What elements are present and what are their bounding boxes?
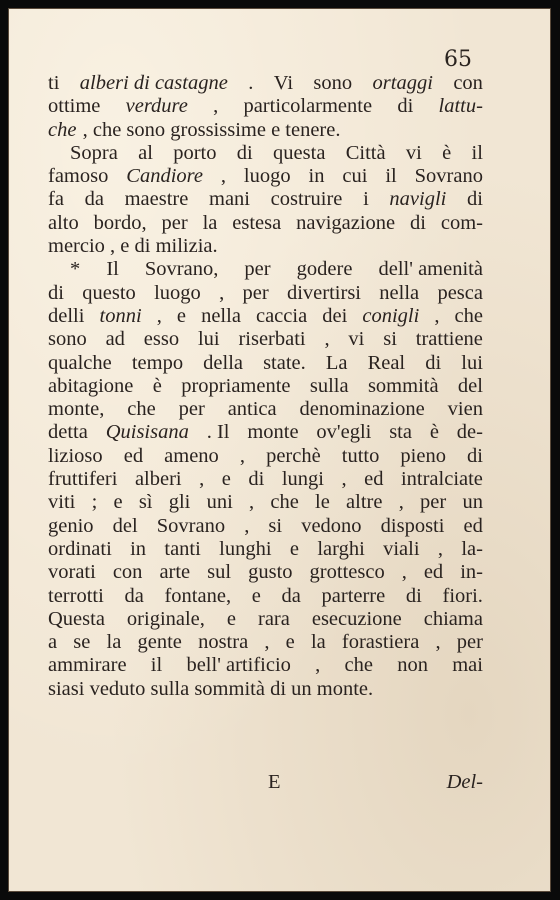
text-line	[48, 119, 483, 142]
text-line	[48, 631, 483, 654]
text-word: che	[270, 491, 299, 514]
text-word: ov'egli	[316, 421, 372, 444]
text-word: con	[453, 72, 483, 94]
text-word: ed	[364, 468, 384, 491]
text-word: Sovrano,	[144, 258, 219, 281]
text-word: ammirare	[48, 654, 127, 677]
text-line	[48, 235, 483, 258]
text-word: ,	[434, 304, 440, 327]
text-word: abitagione	[48, 374, 134, 397]
text-word: lizioso	[48, 444, 103, 467]
text-word: e	[176, 304, 187, 327]
text-word: ,	[264, 631, 270, 654]
text-word: ,	[341, 468, 347, 491]
text-line	[48, 608, 483, 631]
text-word: da	[124, 584, 144, 607]
text-line	[48, 212, 483, 235]
body-text	[48, 72, 483, 701]
text-word: vien	[447, 398, 483, 421]
text-word: sta	[389, 421, 412, 444]
text-word: lui	[197, 328, 220, 351]
text-word: per	[161, 211, 188, 234]
text-word: sommità	[367, 374, 439, 397]
text-word: esecuzione	[311, 607, 402, 630]
text-word: del	[457, 374, 483, 397]
text-word: chiama	[423, 607, 483, 630]
text-word: fruttiferi	[48, 468, 118, 491]
text-word: Sovrano	[156, 514, 226, 537]
text-word: nella	[379, 281, 420, 304]
text-word: che	[127, 398, 156, 421]
text-word: del	[112, 514, 138, 537]
text-word: cui	[342, 165, 368, 188]
text-word: è	[442, 141, 452, 164]
text-word: si	[268, 514, 283, 537]
text-word: ,	[219, 281, 225, 304]
text-word: ti	[48, 72, 60, 94]
text-word: caccia	[255, 304, 308, 327]
text-word: per	[178, 398, 205, 421]
text-line	[48, 491, 483, 514]
text-word: ,	[213, 95, 219, 118]
text-word: Vi	[273, 72, 294, 94]
text-word: i	[363, 188, 369, 211]
text-word: trattiene	[415, 328, 483, 351]
book-page	[8, 8, 551, 892]
text-word: qualche	[48, 351, 112, 374]
text-word: sono	[48, 328, 87, 351]
text-word: siasi veduto sulla sommità di un monte.	[48, 677, 374, 700]
text-word: lattu-	[438, 95, 483, 118]
text-word: questa	[273, 141, 326, 164]
text-line	[48, 445, 483, 468]
text-word: e	[251, 584, 261, 607]
text-word: bordo,	[93, 211, 147, 234]
catchword: Del-	[446, 771, 483, 793]
text-word: di	[48, 281, 64, 304]
text-word: alberi di castagne	[79, 72, 228, 94]
text-word: la	[202, 211, 218, 234]
text-line	[48, 654, 483, 677]
text-word: pieno	[400, 444, 446, 467]
text-word: mercio , e di milizia.	[48, 235, 218, 258]
text-word: gente	[137, 631, 182, 654]
text-word: ad	[105, 328, 125, 351]
text-word: monte,	[48, 398, 105, 421]
text-word: , che sono grossissime e tenere.	[82, 118, 341, 141]
text-word: state.	[263, 351, 306, 374]
text-word: maestre	[124, 188, 189, 211]
text-word: denominazione	[299, 398, 425, 421]
text-word: fa	[48, 188, 64, 211]
text-line	[48, 468, 483, 491]
text-line	[48, 165, 483, 188]
text-word: se	[73, 631, 91, 654]
text-line	[48, 515, 483, 538]
text-word: intralciate	[400, 468, 483, 491]
text-word: da	[84, 188, 104, 211]
text-word: tanti	[164, 537, 201, 560]
text-word: ,	[435, 631, 441, 654]
text-word: dell' amenità	[378, 258, 483, 281]
text-word: parterre	[321, 584, 386, 607]
text-word: particolarmente	[243, 95, 373, 118]
text-line	[48, 95, 483, 118]
text-word: ordinati	[48, 537, 112, 560]
text-word: e	[221, 468, 231, 491]
text-word: perchè	[266, 444, 321, 467]
text-word: esso	[143, 328, 180, 351]
text-word: per	[456, 631, 483, 654]
text-line	[48, 328, 483, 351]
text-word: ortaggi	[372, 72, 433, 94]
text-word: . Il	[206, 421, 230, 444]
text-word: porto	[173, 141, 217, 164]
text-word: viti	[48, 491, 76, 514]
text-word: viali	[383, 537, 420, 560]
text-word: ,	[315, 654, 321, 677]
text-word: con	[112, 561, 143, 584]
text-word: com-	[440, 211, 483, 234]
text-word: divertirsi	[286, 281, 361, 304]
text-word: luogo	[243, 165, 291, 188]
text-word: delli	[48, 304, 85, 327]
text-line	[48, 258, 483, 281]
text-word: ed	[423, 561, 444, 584]
text-word: conigli	[362, 304, 420, 327]
text-word: la-	[461, 537, 483, 560]
text-line	[48, 72, 483, 95]
text-word: è	[152, 374, 162, 397]
text-word: riserbati	[238, 328, 306, 351]
text-word: costruire	[270, 188, 343, 211]
text-word: originale,	[126, 607, 205, 630]
text-word: di	[467, 444, 483, 467]
text-line	[48, 305, 483, 328]
text-word: questo	[82, 281, 136, 304]
text-word: godere	[296, 258, 353, 281]
text-line	[48, 352, 483, 375]
text-word: si	[383, 328, 397, 351]
text-word: vorati	[48, 561, 96, 584]
text-line	[48, 678, 483, 701]
text-word: ,	[220, 165, 226, 188]
text-word: fiori.	[442, 584, 483, 607]
text-word: ,	[398, 491, 404, 514]
text-word: tempo	[131, 351, 184, 374]
text-line	[48, 561, 483, 584]
signature-mark: E	[268, 771, 281, 793]
text-word: Candiore	[126, 165, 203, 188]
text-word: in	[130, 537, 147, 560]
text-word: per	[242, 281, 269, 304]
text-word: ameno	[164, 444, 219, 467]
text-word: fontane,	[164, 584, 232, 607]
text-word: la	[310, 631, 326, 654]
text-line	[48, 282, 483, 305]
text-word: alto	[48, 211, 79, 234]
text-word: Sopra	[70, 141, 118, 164]
text-word: di	[405, 584, 422, 607]
text-word: il	[385, 165, 397, 188]
text-word: che	[454, 304, 483, 327]
text-word: di	[236, 141, 253, 164]
text-word: sono	[313, 72, 353, 94]
text-word: la	[106, 631, 122, 654]
text-word: gli	[168, 491, 191, 514]
text-line	[48, 398, 483, 421]
text-word: Quisisana	[105, 421, 189, 444]
text-word: il	[471, 141, 483, 164]
text-line	[48, 538, 483, 561]
text-word: lungi	[281, 468, 324, 491]
text-word: ed	[463, 514, 483, 537]
text-word: lunghi	[219, 537, 272, 560]
text-word: mai	[452, 654, 483, 677]
text-word: estesa	[232, 211, 282, 234]
text-word: dei	[322, 304, 348, 327]
text-word: gusto	[248, 561, 293, 584]
text-word: a	[48, 631, 58, 654]
text-word: e	[226, 607, 237, 630]
text-word: arte	[159, 561, 191, 584]
text-word: tutto	[341, 444, 380, 467]
text-word: grottesco	[309, 561, 385, 584]
text-word: uni	[206, 491, 233, 514]
text-line	[48, 585, 483, 608]
page-footer	[48, 771, 483, 795]
text-word: sul	[207, 561, 232, 584]
page-number: 65	[444, 47, 472, 72]
text-word: navigli	[389, 188, 447, 211]
text-word: ,	[244, 514, 250, 537]
text-word: alberi	[134, 468, 182, 491]
text-word: ,	[249, 491, 255, 514]
text-line	[48, 375, 483, 398]
text-word: mani	[209, 188, 251, 211]
text-word: per	[420, 491, 447, 514]
text-word: navigazione	[296, 211, 396, 234]
text-word: sulla	[309, 374, 349, 397]
text-word: di	[248, 468, 265, 491]
text-word: e	[113, 491, 123, 514]
text-word: Real	[367, 351, 406, 374]
text-line	[48, 142, 483, 165]
text-word: le	[315, 491, 330, 514]
text-word: forastiera	[341, 631, 420, 654]
text-word: nella	[201, 304, 241, 327]
text-word: altre	[346, 491, 383, 514]
text-word: nostra	[198, 631, 249, 654]
text-word: ;	[91, 491, 98, 514]
text-word: lui	[461, 351, 483, 374]
text-word: detta	[48, 421, 88, 444]
text-word: ed	[123, 444, 144, 467]
text-word: bell' artificio	[186, 654, 291, 677]
text-word: vedono	[301, 514, 362, 537]
text-word: è	[429, 421, 439, 444]
text-word: un	[462, 491, 483, 514]
text-word: .	[248, 72, 254, 94]
text-word: che	[344, 654, 373, 677]
text-word: Città	[345, 141, 386, 164]
text-word: della	[203, 351, 243, 374]
text-line	[48, 421, 483, 444]
text-word: famoso	[48, 165, 109, 188]
text-word: rara	[258, 607, 290, 630]
text-word: Sovrano	[414, 165, 483, 188]
text-word: ,	[239, 444, 245, 467]
text-word: il	[150, 654, 163, 677]
text-word: per	[244, 258, 271, 281]
text-word: larghi	[317, 537, 365, 560]
text-word: ,	[437, 537, 443, 560]
text-word: di	[425, 351, 442, 374]
text-word: non	[397, 654, 428, 677]
text-word: ,	[156, 304, 162, 327]
text-word: luogo	[154, 281, 201, 304]
text-word: ,	[199, 468, 205, 491]
text-word: e	[289, 537, 299, 560]
text-word: di	[410, 211, 426, 234]
text-word: genio	[48, 514, 94, 537]
text-word: sì	[138, 491, 153, 514]
text-word: di	[397, 95, 414, 118]
text-word: di	[467, 188, 483, 211]
text-word: La	[325, 351, 348, 374]
text-word: da	[281, 584, 301, 607]
text-word: Questa	[48, 607, 105, 630]
text-word: vi	[405, 141, 422, 164]
text-word: vi	[348, 328, 365, 351]
text-word: e	[285, 631, 295, 654]
text-word: ,	[324, 328, 330, 351]
text-word: propriamente	[181, 374, 291, 397]
text-word: al	[138, 141, 153, 164]
text-word: antica	[227, 398, 277, 421]
text-word: ,	[401, 561, 407, 584]
text-word: che	[48, 118, 77, 141]
text-word: ottime	[48, 95, 101, 118]
text-word: *	[70, 258, 81, 281]
text-line	[48, 188, 483, 211]
text-word: terrotti	[48, 584, 104, 607]
text-word: Il	[106, 258, 119, 281]
text-word: disposti	[380, 514, 445, 537]
text-word: in	[308, 165, 325, 188]
text-word: tonni	[99, 304, 142, 327]
text-word: in-	[460, 561, 483, 584]
text-word: de-	[456, 421, 483, 444]
text-word: verdure	[125, 95, 188, 118]
text-word: pesca	[437, 281, 483, 304]
text-word: monte	[247, 421, 299, 444]
